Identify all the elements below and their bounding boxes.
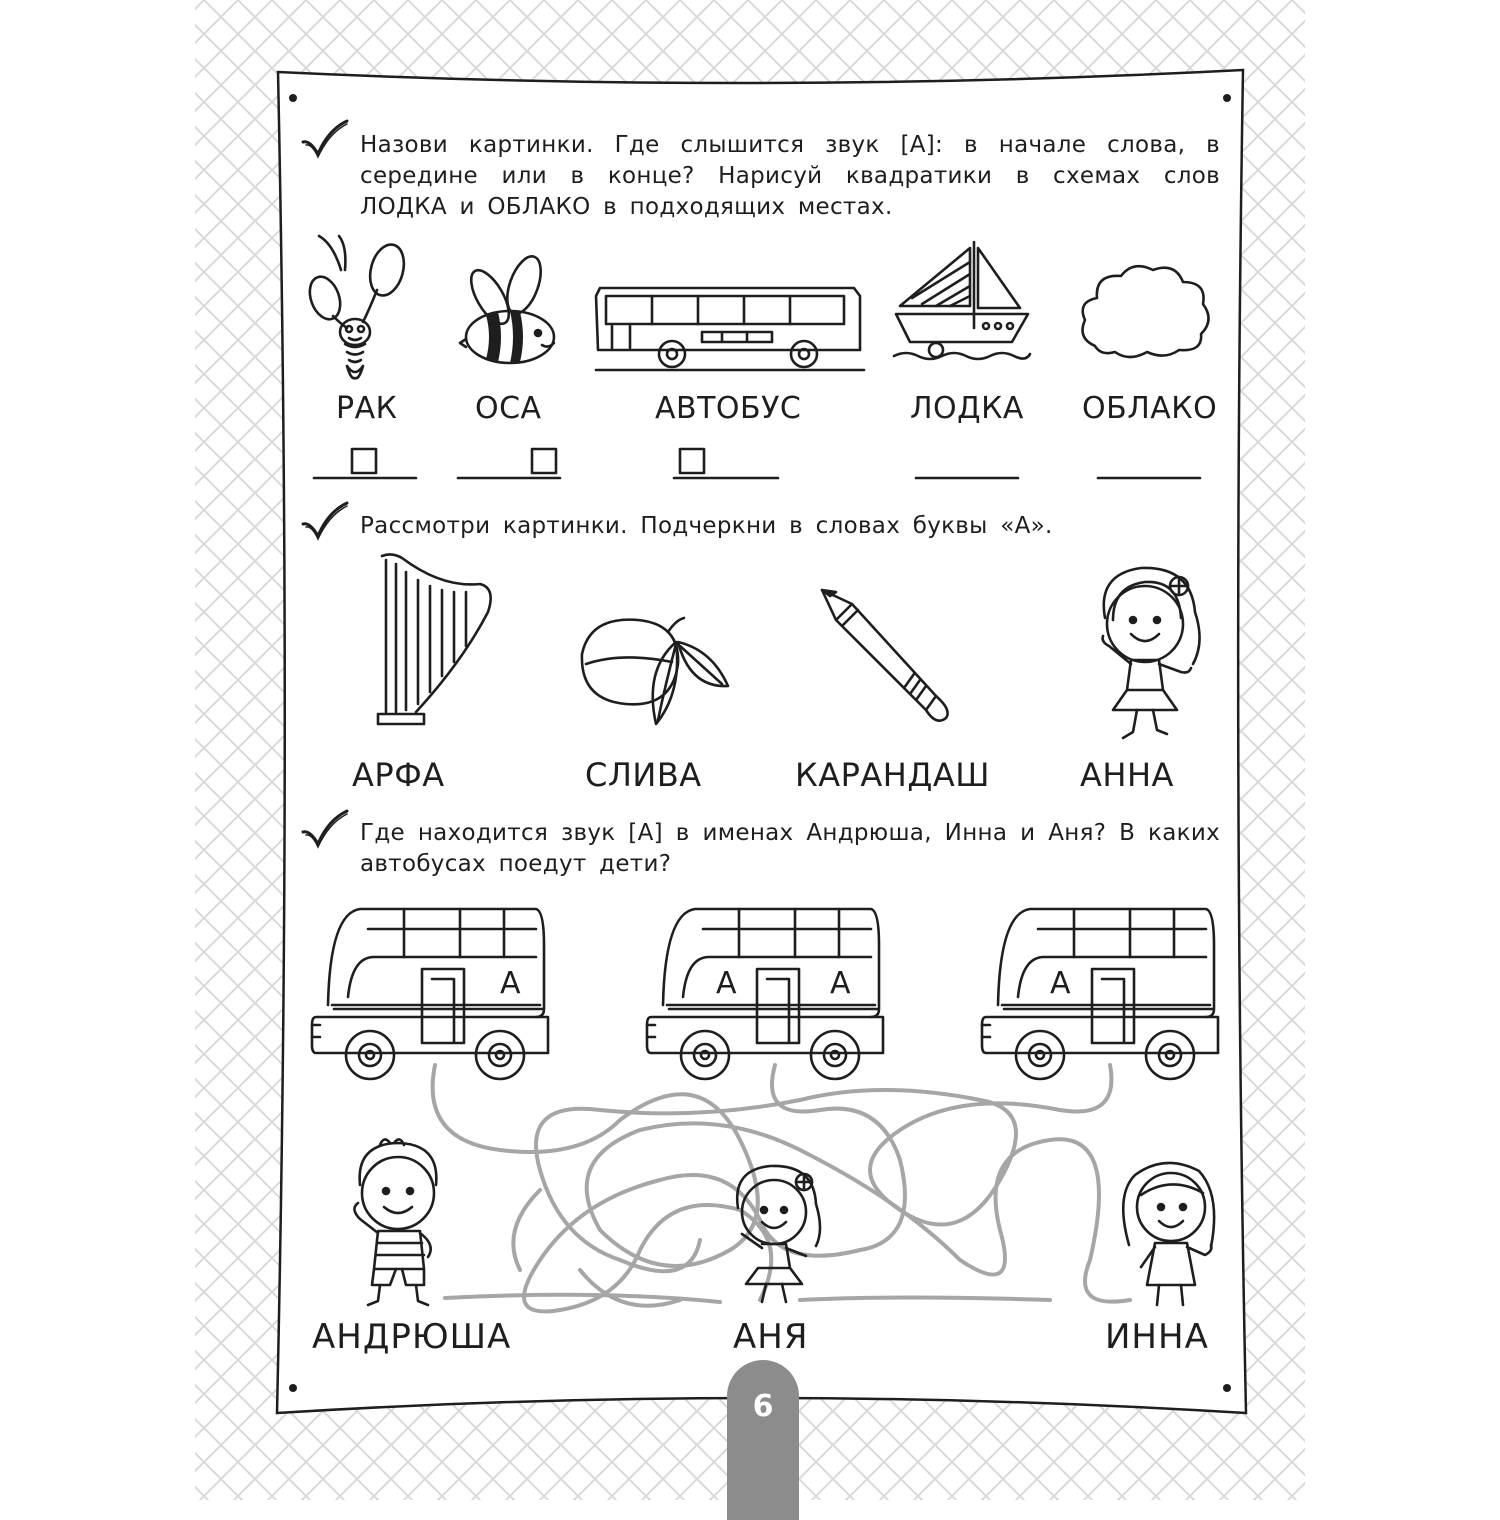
word-rak: РАК bbox=[336, 391, 398, 426]
name-andryusha: АНДРЮША bbox=[312, 1317, 512, 1357]
bus-1-letter-rear: А bbox=[500, 966, 521, 1001]
word-lodka: ЛОДКА bbox=[910, 391, 1024, 426]
bus-2-letter-front: А bbox=[716, 966, 737, 1001]
word-oblako: ОБЛАКО bbox=[1082, 391, 1218, 426]
page-tab bbox=[727, 1360, 799, 1520]
word-sliva: СЛИВА bbox=[585, 756, 702, 794]
boy-icon bbox=[340, 1135, 450, 1310]
word-karandash: КАРАНДАШ bbox=[795, 756, 990, 794]
task-1-instruction: Назови картинки. Где слышится звук [А]: в начале слова, в середине или в конце? Нарисуй квадратики в схемах слов ЛОДКА и ОБЛАКО в подходящих местах. bbox=[360, 132, 1220, 220]
bus-2-letter-rear: А bbox=[830, 966, 851, 1001]
bus-3-letter-front: А bbox=[1050, 966, 1071, 1001]
word-arfa: АРФА bbox=[352, 756, 445, 794]
name-inna: ИННА bbox=[1105, 1317, 1209, 1357]
girl-icon bbox=[1115, 1155, 1225, 1315]
word-avtobus: АВТОБУС bbox=[655, 391, 802, 426]
word-anna: АННА bbox=[1080, 756, 1174, 794]
name-anya: АНЯ bbox=[733, 1317, 809, 1357]
page-number: 6 bbox=[752, 1389, 774, 1424]
task-2-instruction: Рассмотри картинки. Подчеркни в словах буквы «А». bbox=[360, 513, 1053, 539]
girl-icon bbox=[720, 1160, 835, 1310]
task-3-instruction: Где находится звук [А] в именах Андрюша, Инна и Аня? В каких автобусах поедут дети? bbox=[360, 820, 1220, 877]
word-osa: ОСА bbox=[475, 391, 542, 426]
